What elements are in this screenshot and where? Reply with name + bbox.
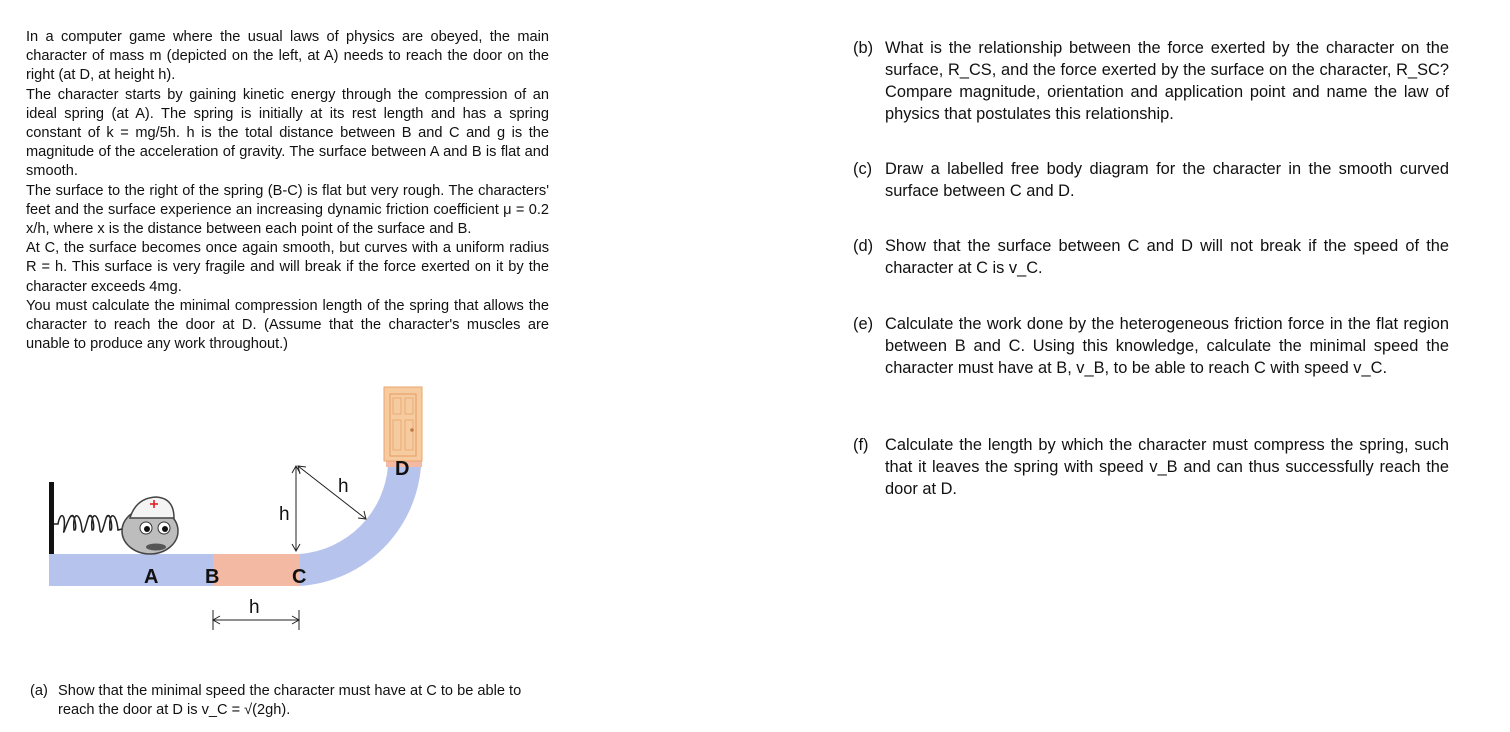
intro-paragraph-4: At C, the surface becomes once again smooth, but curves with a uniform radius R = h. This surface is very fragile and will break if the force exerted on it by the character exceeds 4mg. <box>26 240 549 295</box>
question-b-label: (b) <box>853 39 874 57</box>
rough-floor-bc <box>213 554 300 586</box>
label-h-vertical: h <box>279 504 290 525</box>
question-f-text: Calculate the length by which the character must compress the spring, such that it leaves the spring with speed v_B and can thus successfully reach the door at D. <box>885 436 1449 498</box>
question-b <box>853 37 1449 125</box>
intro-paragraph-2: The character starts by gaining kinetic energy through the compression of an ideal spring (at A). The spring is initially at its rest length and has a spring constant of k = mg/5h. h is the total distance between B and C and g is the magnitude of the acceleration of gravity. The surface between A and B is flat and smooth. <box>26 86 549 180</box>
label-d: D <box>395 458 410 480</box>
label-a: A <box>144 566 159 588</box>
door-icon <box>384 387 422 461</box>
label-h-horizontal: h <box>249 597 260 618</box>
question-a <box>30 682 550 720</box>
smooth-floor-ab <box>49 554 213 586</box>
curved-ramp-cd <box>300 466 421 586</box>
spring-icon <box>54 515 126 532</box>
character-icon <box>122 497 178 554</box>
question-f <box>853 434 1449 500</box>
problem-statement <box>26 28 549 354</box>
intro-paragraph-1: In a computer game where the usual laws of physics are obeyed, the main character of mass m (depicted on the left, at A) needs to reach the door on the right (at D, at height h). <box>26 29 549 84</box>
intro-paragraph-3: The surface to the right of the spring (B-C) is flat but very rough. The characters' feet and the surface experience an increasing dynamic friction coefficient μ = 0.2 x/h, where x is the distance between each point of the surface and B. <box>26 182 549 238</box>
question-a-label: (a) <box>30 683 48 699</box>
physics-diagram <box>40 380 480 640</box>
label-c: C <box>292 566 307 588</box>
question-f-label: (f) <box>853 436 869 454</box>
question-a-text: Show that the minimal speed the character must have at C to be able to reach the door at D is v_C = √(2gh). <box>58 683 522 719</box>
intro-paragraph-5: You must calculate the minimal compression length of the spring that allows the character to reach the door at D. (Assume that the character's muscles are unable to produce any work throughout.) <box>26 297 549 353</box>
radius-arrow <box>298 466 366 519</box>
question-b-text: What is the relationship between the force exerted by the character on the surface, R_CS, and the force exerted by the surface on the character, R_SC? Compare magnitude, orientation and application point and name the law of physics that postulates this relationship. <box>885 39 1449 123</box>
label-b: B <box>205 566 220 588</box>
question-d-label: (d) <box>853 237 874 255</box>
question-c-label: (c) <box>853 160 873 178</box>
question-c <box>853 158 1449 202</box>
question-c-text: Draw a labelled free body diagram for the character in the smooth curved surface between C and D. <box>885 160 1449 200</box>
question-e-label: (e) <box>853 315 874 333</box>
label-h-radius: h <box>338 476 349 497</box>
question-d-text: Show that the surface between C and D will not break if the speed of the character at C is v_C. <box>885 237 1449 277</box>
height-arrow <box>292 466 300 551</box>
wall <box>49 482 54 554</box>
question-d <box>853 235 1449 279</box>
question-e-text: Calculate the work done by the heterogeneous friction force in the flat region between B and C. Using this knowledge, calculate the minimal speed the character must have at B, v_B, to be able to reach C with speed v_C. <box>885 315 1449 377</box>
question-e <box>853 313 1449 379</box>
